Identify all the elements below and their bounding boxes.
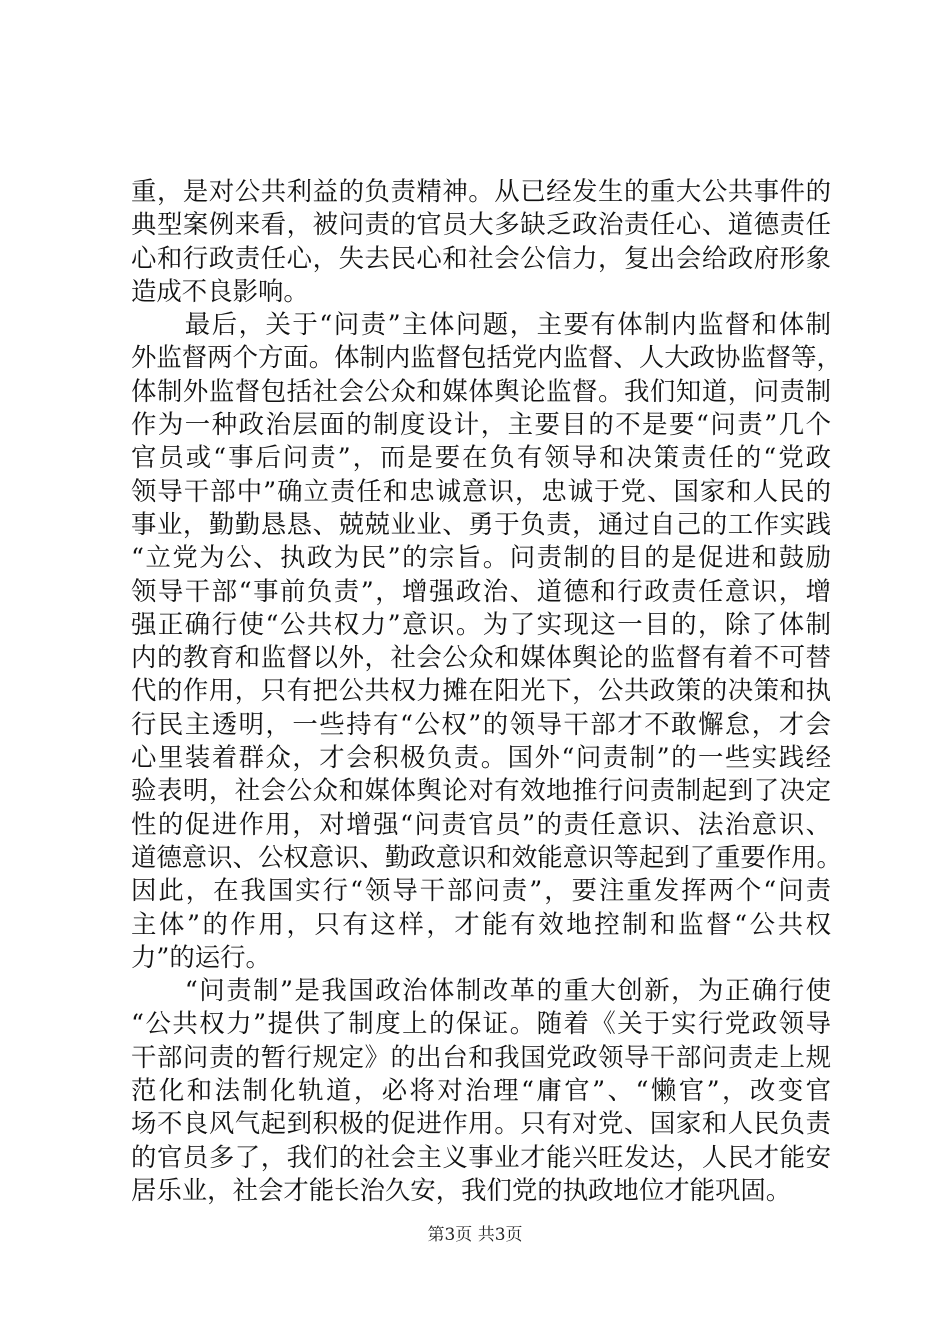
text-line: 领导干部中”确立责任和忠诚意识，忠诚于党、国家和人民的 — [131, 475, 831, 506]
text-line: 典型案例来看，被问责的官员大多缺乏政治责任心、道德责任 — [131, 209, 831, 240]
text-line: 事业，勤勤恳恳、兢兢业业、勇于负责，通过自己的工作实践 — [131, 508, 831, 539]
text-line: “问责制”是我国政治体制改革的重大创新，为正确行使 — [131, 975, 831, 1006]
text-line: 干部问责的暂行规定》的出台和我国党政领导干部问责走上规 — [131, 1041, 831, 1072]
text-line: 场不良风气起到积极的促进作用。只有对党、国家和人民负责 — [131, 1108, 831, 1139]
text-line: 力”的运行。 — [131, 941, 271, 972]
text-line: 最后，关于“问责”主体问题，主要有体制内监督和体制 — [131, 309, 831, 340]
text-line: 心里装着群众，才会积极负责。国外“问责制”的一些实践经 — [131, 742, 831, 773]
text-line: 作为一种政治层面的制度设计，主要目的不是要“问责”几个 — [131, 409, 831, 440]
text-line: 性的促进作用，对增强“问责官员”的责任意识、法治意识、 — [131, 808, 831, 839]
text-line: 强正确行使“公共权力”意识。为了实现这一目的，除了体制 — [131, 608, 831, 639]
document-body — [131, 175, 842, 1207]
text-line: 行民主透明，一些持有“公权”的领导干部才不敢懈怠，才会 — [131, 708, 831, 739]
text-line: 道德意识、公权意识、勤政意识和效能意识等起到了重要作用。 — [131, 841, 842, 872]
text-line: 外监督两个方面。体制内监督包括党内监督、人大政协监督等， — [131, 342, 842, 373]
text-line: 代的作用，只有把公共权力摊在阳光下，公共政策的决策和执 — [131, 675, 831, 706]
page-footer: 第3页 共3页 — [427, 1225, 523, 1245]
text-line: 内的教育和监督以外，社会公众和媒体舆论的监督有着不可替 — [131, 642, 831, 673]
text-line: 主体”的作用，只有这样，才能有效地控制和监督“公共权 — [131, 908, 831, 939]
text-line: 因此，在我国实行“领导干部问责”，要注重发挥两个“问责 — [131, 875, 831, 906]
text-line: 居乐业，社会才能长治久安，我们党的执政地位才能巩固。 — [131, 1174, 792, 1205]
text-line: 官员或“事后问责”，而是要在负有领导和决策责任的“党政 — [131, 442, 831, 473]
text-line: 领导干部“事前负责”，增强政治、道德和行政责任意识，增 — [131, 575, 831, 606]
text-line: 范化和法制化轨道，必将对治理“庸官”、“懒官”，改变官 — [131, 1075, 831, 1106]
text-line: 的官员多了，我们的社会主义事业才能兴旺发达，人民才能安 — [131, 1141, 831, 1172]
text-line: 重，是对公共利益的负责精神。从已经发生的重大公共事件的 — [131, 176, 831, 206]
text-line: “公共权力”提供了制度上的保证。随着《关于实行党政领导 — [131, 1008, 831, 1039]
text-line: “立党为公、执政为民”的宗旨。问责制的目的是促进和鼓励 — [131, 542, 831, 573]
text-line: 体制外监督包括社会公众和媒体舆论监督。我们知道，问责制 — [131, 375, 831, 406]
text-line: 验表明，社会公众和媒体舆论对有效地推行问责制起到了决定 — [131, 775, 831, 806]
text-line: 心和行政责任心，失去民心和社会公信力，复出会给政府形象 — [131, 242, 831, 273]
text-line: 造成不良影响。 — [131, 275, 309, 306]
